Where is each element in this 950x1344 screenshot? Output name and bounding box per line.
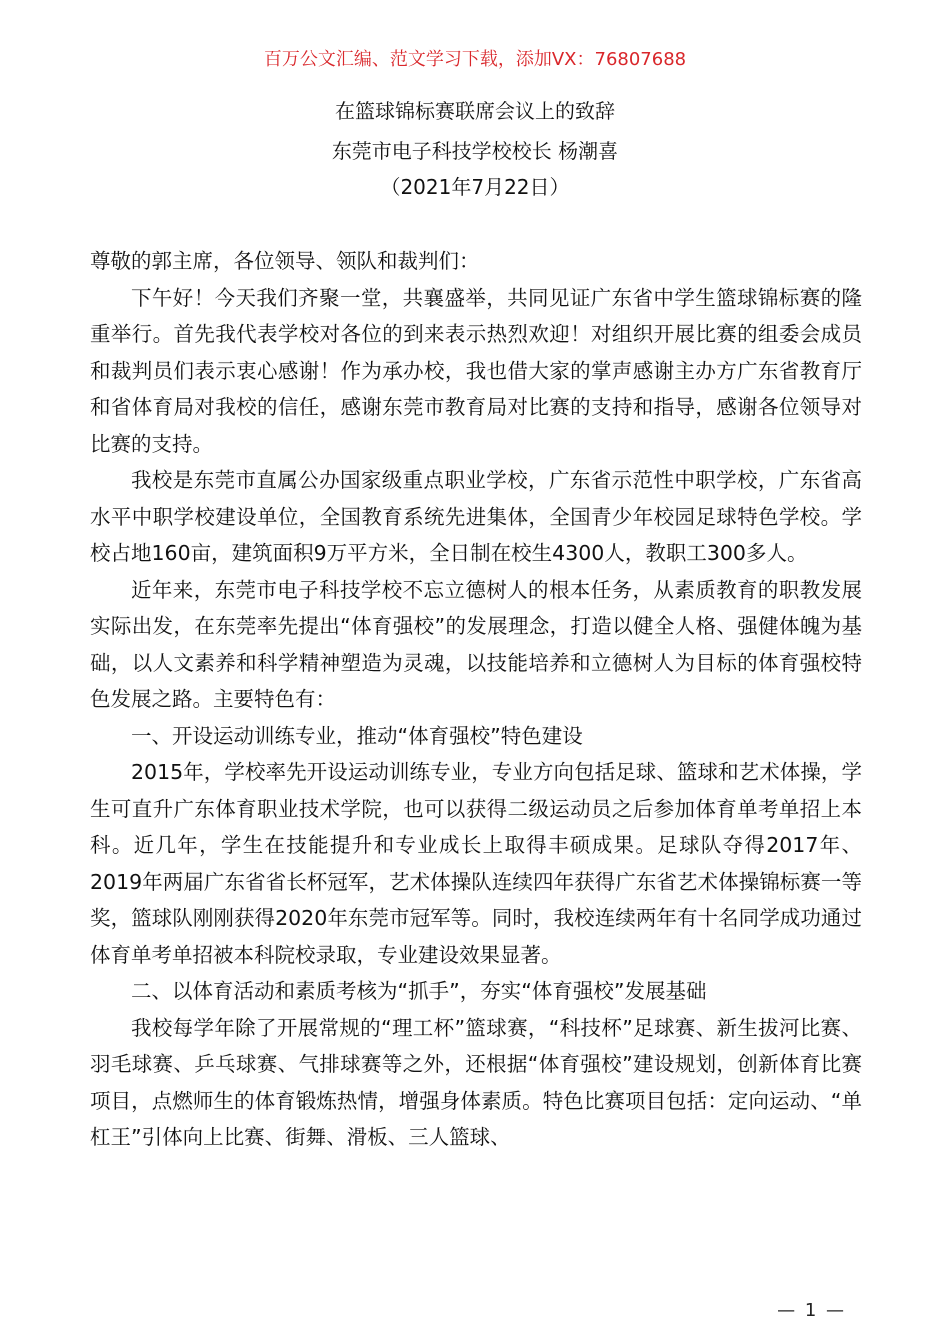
watermark-banner: 百万公文汇编、范文学习下载，添加VX：76807688 — [263, 49, 687, 70]
speech-body — [90, 243, 862, 1156]
paragraph: 我校是东莞市直属公办国家级重点职业学校，广东省示范性中职学校，广东省高水平中职学校建设单位，全国教育系统先进集体，全国青少年校园足球特色学校。学校占地160亩，建筑面积9万平方米，全日制在校生4300人，教职工300多人。 — [90, 468, 862, 565]
paragraph: 2015年，学校率先开设运动训练专业，专业方向包括足球、篮球和艺术体操，学生可直升广东体育职业技术学院，也可以获得二级运动员之后参加体育单考单招上本科。近几年，学生在技能提升和专业成长上取得丰硕成果。足球队夺得2017年、2019年两届广东省省长杯冠军，艺术体操队连续四年获得广东省艺术体操锦标赛一等奖，篮球队刚刚获得2020年东莞市冠军等。同时，我校连续两年有十名同学成功通过体育单考单招被本科院校录取，专业建设效果显著。 — [90, 760, 862, 967]
paragraph: 我校每学年除了开展常规的“理工杯”篮球赛，“科技杯”足球赛、新生拔河比赛、羽毛球赛、乒乓球赛、气排球赛等之外，还根据“体育强校”建设规划，创新体育比赛项目，点燃师生的体育锻炼热情，增强身体素质。特色比赛项目包括：定向运动、“单杠王”引体向上比赛、街舞、滑板、三人篮球、 — [90, 1015, 862, 1149]
section-heading: 一、开设运动训练专业，推动“体育强校”特色建设 — [131, 723, 583, 748]
page-number: — 1 — — [777, 1300, 846, 1321]
speech-author: 东莞市电子科技学校校长 杨潮喜 — [331, 139, 619, 163]
paragraph: 近年来，东莞市电子科技学校不忘立德树人的根本任务，从素质教育的职教发展实际出发，在东莞率先提出“体育强校”的发展理念，打造以健全人格、强健体魄为基础，以人文素养和科学精神塑造为灵魂，以技能培养和立德树人为目标的体育强校特色发展之路。主要特色有： — [90, 577, 862, 711]
speech-date: （2021年7月22日） — [380, 175, 570, 199]
section-heading: 二、以体育活动和素质考核为“抓手”，夯实“体育强校”发展基础 — [131, 979, 707, 1003]
speech-title: 在篮球锦标赛联席会议上的致辞 — [335, 99, 615, 123]
salutation: 尊敬的郭主席，各位领导、领队和裁判们： — [90, 249, 480, 273]
paragraph: 下午好！今天我们齐聚一堂，共襄盛举，共同见证广东省中学生篮球锦标赛的隆重举行。首先我代表学校对各位的到来表示热烈欢迎！对组织开展比赛的组委会成员和裁判员们表示衷心感谢！作为承办校，我也借大家的掌声感谢主办方广东省教育厅和省体育局对我校的信任，感谢东莞市教育局对比赛的支持和指导，感谢各位领导对比赛的支持。 — [90, 285, 862, 456]
